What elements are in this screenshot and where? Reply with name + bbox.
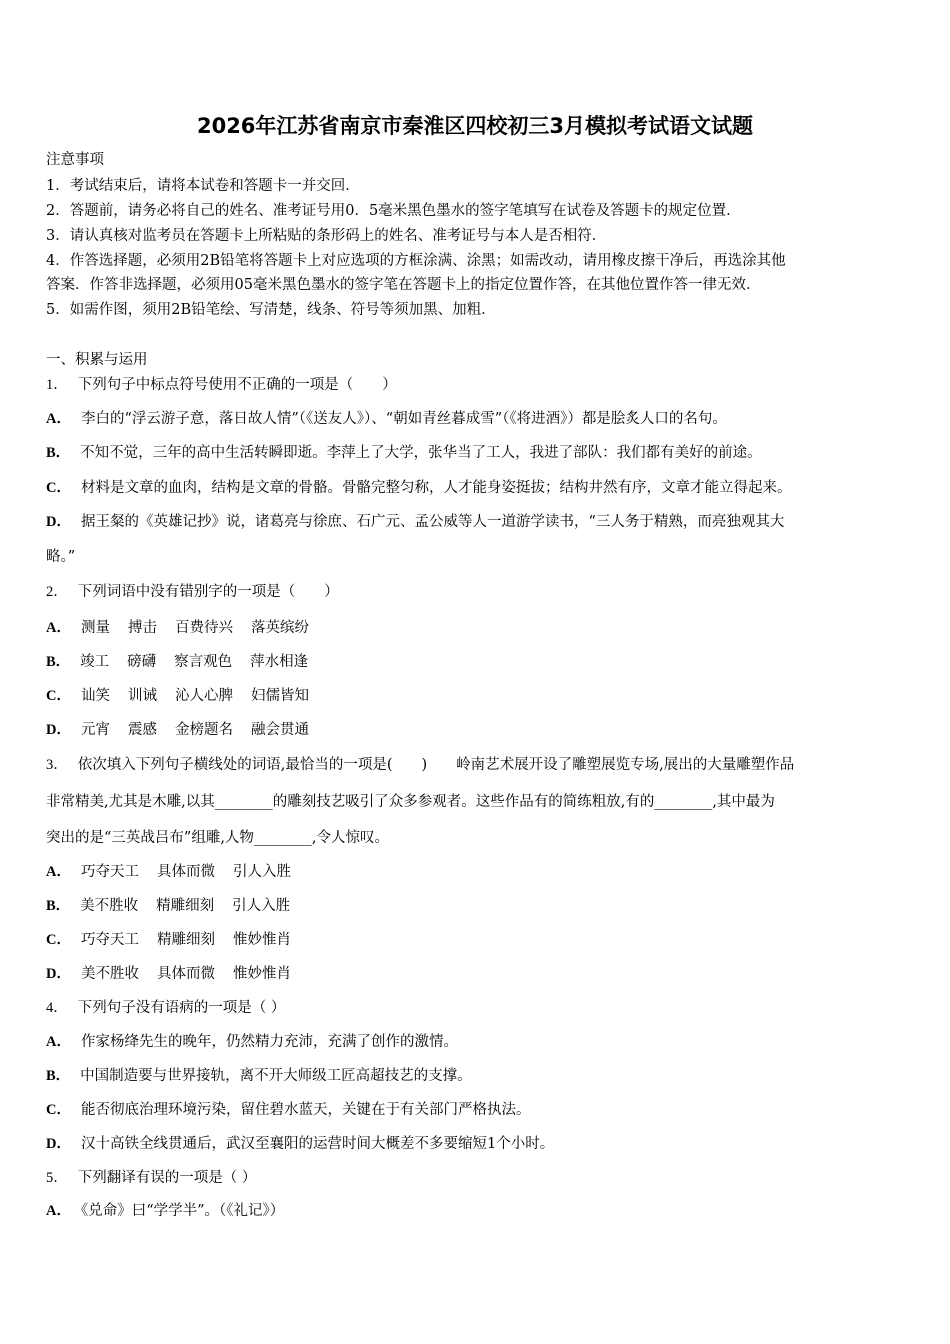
option-word: 讪笑 xyxy=(80,688,110,704)
option-label: D． xyxy=(46,966,71,982)
q3-option-c xyxy=(46,930,309,950)
question-2-stem xyxy=(46,582,339,602)
option-label: B． xyxy=(46,445,71,461)
option-label: C． xyxy=(46,480,71,496)
notes-heading: 注意事项 xyxy=(46,152,104,168)
question-text: 依次填入下列句子横线处的词语,最恰当的一项是( ) 岭南艺术展开设了雕塑展览专场,展出的大量雕塑作品 xyxy=(77,757,795,773)
q1-option-c xyxy=(46,478,791,498)
notes-line: 2．答题前，请务必将自己的姓名、准考证号用0．5毫米黑色墨水的签字笔填写在试卷及答题卡的规定位置． xyxy=(46,203,741,219)
option-word: 磅礴 xyxy=(127,654,157,670)
q3-option-a xyxy=(46,862,309,882)
q3-option-b xyxy=(46,896,308,916)
option-word: 搏击 xyxy=(127,620,157,636)
option-word: 美不胜收 xyxy=(80,966,139,982)
option-word: 具体而微 xyxy=(156,864,215,880)
option-word: 精雕细刻 xyxy=(156,898,215,914)
option-label: B． xyxy=(46,654,71,670)
option-text: 不知不觉，三年的高中生活转瞬即逝。李萍上了大学，张华当了工人，我进了部队：我们都有美好的前途。 xyxy=(80,445,762,461)
question-text: 下列词语中没有错别字的一项是（ ） xyxy=(77,584,339,600)
notes-line: 4．作答选择题，必须用2B铅笔将答题卡上对应选项的方框涂满、涂黑；如需改动，请用橡皮擦干净后，再选涂其他 xyxy=(46,253,786,269)
notes-line: 答案．作答非选择题，必须用05毫米黑色墨水的签字笔在答题卡上的指定位置作答，在其他位置作答一律无效． xyxy=(46,277,761,293)
q2-option-a xyxy=(46,618,327,638)
question-number: 2． xyxy=(46,584,68,600)
question-number: 3． xyxy=(46,757,68,773)
question-3-line-3: 突出的是“三英战吕布”组雕,人物________,令人惊叹。 xyxy=(46,830,390,846)
option-label: C． xyxy=(46,688,71,704)
option-text: 中国制造要与世界接轨，离不开大师级工匠高超技艺的支撑。 xyxy=(80,1068,472,1084)
option-word: 惟妙惟肖 xyxy=(232,932,291,948)
q2-option-d xyxy=(46,720,327,740)
option-word: 精雕细刻 xyxy=(156,932,215,948)
q5-option-a xyxy=(46,1201,284,1221)
option-label: B． xyxy=(46,1068,71,1084)
q4-option-a xyxy=(46,1032,458,1052)
option-word: 具体而微 xyxy=(156,966,215,982)
option-word: 妇儒皆知 xyxy=(250,688,309,704)
option-label: A． xyxy=(46,1034,71,1050)
notes-line: 5．如需作图，须用2B铅笔绘、写清楚，线条、符号等须加黑、加粗． xyxy=(46,302,496,318)
page-title: 2026年江苏省南京市秦淮区四校初三3月模拟考试语文试题 xyxy=(196,114,754,138)
q4-option-b xyxy=(46,1066,472,1086)
q1-option-b xyxy=(46,443,762,463)
question-5-stem xyxy=(46,1168,256,1188)
notes-line: 1．考试结束后，请将本试卷和答题卡一并交回． xyxy=(46,178,360,194)
option-text: 汉十高铁全线贯通后，武汉至襄阳的运营时间大概差不多要缩短1个小时。 xyxy=(80,1136,555,1152)
option-word: 美不胜收 xyxy=(80,898,139,914)
option-word: 融会贯通 xyxy=(250,722,309,738)
option-word: 训诫 xyxy=(127,688,157,704)
option-text: 据王粲的《英雄记抄》说，诸葛亮与徐庶、石广元、孟公威等人一道游学读书，“三人务于精熟，而亮独观其大 xyxy=(80,514,785,530)
question-number: 5． xyxy=(46,1170,68,1186)
option-word: 百费待兴 xyxy=(174,620,233,636)
q4-option-c xyxy=(46,1100,530,1120)
option-label: A． xyxy=(46,1203,71,1219)
q3-option-d xyxy=(46,964,309,984)
option-word: 落英缤纷 xyxy=(250,620,309,636)
option-label: D． xyxy=(46,514,71,530)
option-label: A． xyxy=(46,864,71,880)
option-label: B． xyxy=(46,898,71,914)
q1-option-a xyxy=(46,409,727,429)
option-word: 萍水相逢 xyxy=(250,654,309,670)
question-text: 下列句子中标点符号使用不正确的一项是（ ） xyxy=(77,377,397,393)
option-label: C． xyxy=(46,1102,71,1118)
q2-option-c xyxy=(46,686,327,706)
option-word: 引人入胜 xyxy=(232,898,291,914)
question-1-stem xyxy=(46,375,397,395)
option-word: 金榜题名 xyxy=(174,722,233,738)
option-text: 材料是文章的血肉，结构是文章的骨骼。骨骼完整匀称，人才能身姿挺拔；结构井然有序，文章才能立得起来。 xyxy=(80,480,792,496)
option-word: 巧夺天工 xyxy=(80,864,139,880)
question-number: 4． xyxy=(46,1000,68,1016)
option-text: 能否彻底治理环境污染，留住碧水蓝天，关键在于有关部门严格执法。 xyxy=(80,1102,531,1118)
option-word: 元宵 xyxy=(80,722,110,738)
option-label: D． xyxy=(46,1136,71,1152)
option-word: 竣工 xyxy=(80,654,110,670)
option-word: 引人入胜 xyxy=(232,864,291,880)
option-label: A． xyxy=(46,411,71,427)
option-text: 《兑命》曰“学学半”。（《礼记》） xyxy=(80,1203,285,1219)
q1-option-d xyxy=(46,512,784,532)
option-text: 作家杨绛先生的晚年，仍然精力充沛，充满了创作的激情。 xyxy=(80,1034,458,1050)
question-text: 下列翻译有误的一项是（ ） xyxy=(77,1170,257,1186)
option-word: 惟妙惟肖 xyxy=(232,966,291,982)
option-word: 巧夺天工 xyxy=(80,932,139,948)
option-label: A． xyxy=(46,620,71,636)
q4-option-d xyxy=(46,1134,554,1154)
notes-line: 3．请认真核对监考员在答题卡上所粘贴的条形码上的姓名、准考证号与本人是否相符． xyxy=(46,228,607,244)
question-number: 1． xyxy=(46,377,68,393)
option-label: D． xyxy=(46,722,71,738)
question-3-stem xyxy=(46,755,794,775)
q1-option-d-continued: 略。” xyxy=(46,549,76,565)
q2-option-b xyxy=(46,652,326,672)
option-word: 察言观色 xyxy=(174,654,233,670)
option-text: 李白的“浮云游子意，落日故人情”（《送友人》）、“朝如青丝暮成雪”（《将进酒》）都是脍炙人口的名句。 xyxy=(80,411,727,427)
option-word: 震感 xyxy=(127,722,157,738)
option-word: 测量 xyxy=(80,620,110,636)
section-heading: 一、积累与运用 xyxy=(46,352,148,368)
question-text: 下列句子没有语病的一项是（ ） xyxy=(77,1000,286,1016)
question-3-line-2: 非常精美,尤其是木雕,以其________的雕刻技艺吸引了众多参观者。这些作品有的简练粗放,有的________,其中最为 xyxy=(46,794,775,810)
option-label: C． xyxy=(46,932,71,948)
question-4-stem xyxy=(46,998,285,1018)
option-word: 沁人心脾 xyxy=(174,688,233,704)
